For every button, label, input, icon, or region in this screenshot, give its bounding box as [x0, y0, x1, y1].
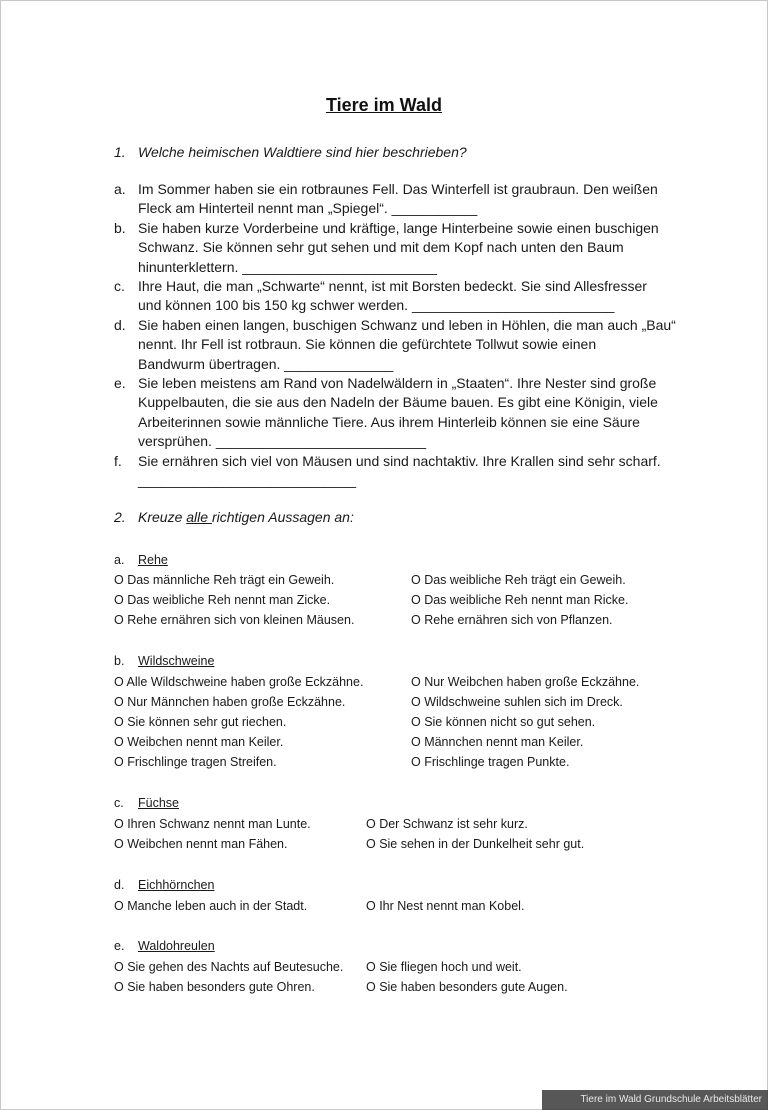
section-waldohreulen — [114, 939, 215, 953]
checkbox-option[interactable]: O Das weibliche Reh nennt man Zicke. — [114, 593, 331, 607]
checkbox-option[interactable]: O Sie fliegen hoch und weit. — [366, 960, 522, 974]
checkbox-option[interactable]: O Manche leben auch in der Stadt. — [114, 899, 308, 913]
question-2-text-after: richtigen Aussagen an: — [211, 509, 354, 525]
checkbox-option[interactable]: O Ihren Schwanz nennt man Lunte. — [114, 817, 311, 831]
item-label: a. — [114, 181, 126, 197]
item-label: e. — [114, 375, 126, 391]
section-label: b. — [114, 654, 125, 668]
checkbox-option[interactable]: O Sie können sehr gut riechen. — [114, 715, 287, 729]
section-label: e. — [114, 939, 125, 953]
section-label: d. — [114, 878, 125, 892]
item-line: Bandwurm übertragen. ______________ — [138, 355, 394, 372]
section-heading: Füchse — [138, 796, 179, 810]
checkbox-option[interactable]: O Weibchen nennt man Fähen. — [114, 837, 288, 851]
checkbox-option[interactable]: O Frischlinge tragen Streifen. — [114, 755, 277, 769]
item-line: hinunterklettern. _________________________ — [138, 258, 437, 275]
section-heading: Wildschweine — [138, 654, 215, 668]
question-1 — [114, 144, 467, 160]
question-1-text: Welche heimischen Waldtiere sind hier beschrieben? — [138, 144, 467, 160]
item-line: Fleck am Hinterteil nennt man „Spiegel“. ___________ — [138, 200, 478, 217]
page-title: Tiere im Wald — [325, 95, 443, 115]
item-label: b. — [114, 220, 126, 236]
item-line: Sie haben kurze Vorderbeine und kräftige, lange Hinterbeine sowie einen buschigen — [138, 220, 659, 236]
item-line: Im Sommer haben sie ein rotbraunes Fell. Das Winterfell ist graubraun. Den weißen — [138, 181, 658, 197]
checkbox-option[interactable]: O Rehe ernähren sich von kleinen Mäusen. — [114, 613, 355, 627]
checkbox-option[interactable]: O Das männliche Reh trägt ein Geweih. — [114, 573, 335, 587]
item-line: ____________________________ — [138, 472, 357, 489]
item-line: Sie ernähren sich viel von Mäusen und sind nachtaktiv. Ihre Krallen sind sehr scharf. — [138, 453, 661, 469]
section-heading: Waldohreulen — [138, 939, 215, 953]
section-label: a. — [114, 553, 125, 567]
section-rehe — [114, 553, 168, 567]
item-line: Schwanz. Sie können sehr gut sehen und mit dem Kopf nach unten den Baum — [138, 239, 624, 256]
section-fuechse — [114, 796, 179, 810]
checkbox-option[interactable]: O Sie sehen in der Dunkelheit sehr gut. — [366, 837, 585, 851]
checkbox-option[interactable]: O Das weibliche Reh trägt ein Geweih. — [411, 573, 626, 587]
checkbox-option[interactable]: O Nur Weibchen haben große Eckzähne. — [411, 675, 640, 689]
watermark-caption: Tiere im Wald Grundschule Arbeitsblätter — [542, 1090, 768, 1110]
item-label: f. — [114, 453, 122, 469]
checkbox-option[interactable]: O Männchen nennt man Keiler. — [411, 735, 584, 749]
item-line: Sie haben einen langen, buschigen Schwanz und leben in Höhlen, die man auch „Bau“ — [138, 317, 676, 333]
question-2-number: 2. — [114, 509, 126, 525]
checkbox-option[interactable]: O Sie haben besonders gute Augen. — [366, 980, 568, 994]
item-label: c. — [114, 278, 125, 294]
question-2-text-underlined: alle — [186, 509, 212, 525]
checkbox-option[interactable]: O Nur Männchen haben große Eckzähne. — [114, 695, 346, 709]
section-heading: Rehe — [138, 553, 168, 567]
checkbox-option[interactable]: O Frischlinge tragen Punkte. — [411, 755, 570, 769]
checkbox-option[interactable]: O Wildschweine suhlen sich im Dreck. — [411, 695, 623, 709]
question-2 — [114, 509, 354, 525]
section-wildschweine — [114, 654, 214, 668]
checkbox-option[interactable]: O Sie gehen des Nachts auf Beutesuche. — [114, 960, 344, 974]
checkbox-option[interactable]: O Sie haben besonders gute Ohren. — [114, 980, 315, 994]
item-line: Ihre Haut, die man „Schwarte“ nennt, ist mit Borsten bedeckt. Sie sind Allesfresser — [138, 278, 647, 294]
item-line: Sie leben meistens am Rand von Nadelwäldern in „Staaten“. Ihre Nester sind große — [138, 375, 657, 391]
checkbox-option[interactable]: O Rehe ernähren sich von Pflanzen. — [411, 613, 613, 627]
question-1-number: 1. — [114, 144, 126, 160]
checkbox-option[interactable]: O Das weibliche Reh nennt man Ricke. — [411, 593, 629, 607]
item-line: nennt. Ihr Fell ist rotbraun. Sie können die gefürchtete Tollwut sowie einen — [138, 336, 597, 353]
checkbox-option[interactable]: O Sie können nicht so gut sehen. — [411, 715, 596, 729]
checkbox-option[interactable]: O Alle Wildschweine haben große Eckzähne. — [114, 675, 364, 689]
item-line: Kuppelbauten, die sie aus den Nadeln der Bäume bauen. Es gibt eine Königin, viele — [138, 394, 658, 411]
section-eichhoernchen — [114, 878, 214, 892]
checkbox-option[interactable]: O Ihr Nest nennt man Kobel. — [366, 899, 525, 913]
question-2-text-before: Kreuze — [138, 509, 187, 525]
section-heading: Eichhörnchen — [138, 878, 215, 892]
item-line: Arbeiterinnen sowie männliche Tiere. Aus ihrem Hinterleib können sie eine Säure — [138, 413, 640, 430]
checkbox-option[interactable]: O Der Schwanz ist sehr kurz. — [366, 817, 528, 831]
item-label: d. — [114, 317, 126, 333]
item-line: und können 100 bis 150 kg schwer werden. __________________________ — [138, 297, 615, 314]
checkbox-option[interactable]: O Weibchen nennt man Keiler. — [114, 735, 284, 749]
section-label: c. — [114, 796, 124, 810]
item-line: versprühen. ___________________________ — [138, 432, 427, 449]
